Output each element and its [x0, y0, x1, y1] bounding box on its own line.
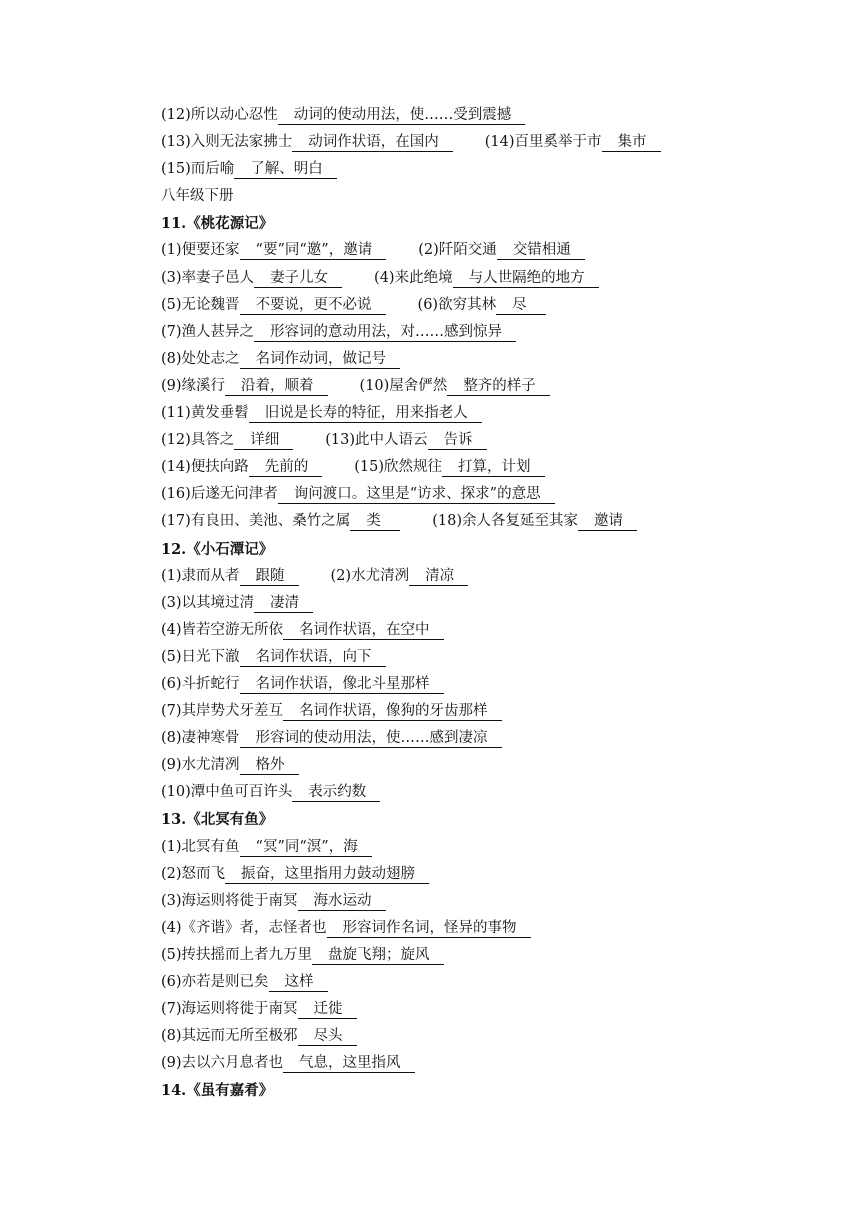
source-phrase: (4)来此绝境: [374, 269, 453, 286]
answer-blank: 名词作状语，向下: [240, 648, 386, 667]
source-phrase: (2)怒而飞: [161, 865, 226, 882]
note-item: [161, 752, 299, 779]
source-phrase: (14)百里奚举于市: [484, 134, 602, 151]
note-item: [161, 454, 322, 481]
note-line: [161, 617, 781, 644]
note-line: [161, 969, 781, 996]
note-item: [161, 508, 400, 535]
note-item: [354, 454, 544, 481]
note-item: [325, 427, 486, 454]
note-item: [161, 996, 357, 1023]
note-item: [161, 102, 525, 129]
answer-blank: 气息，这里指风: [283, 1054, 415, 1073]
answer-blank: 凄清: [254, 594, 313, 613]
answer-blank: 打算，计划: [442, 458, 545, 477]
grade-label: 八年级下册: [161, 188, 234, 205]
note-line: [161, 671, 781, 698]
note-line: [161, 915, 781, 942]
note-item: [161, 834, 372, 861]
note-item: [161, 969, 328, 996]
source-phrase: (5)无论魏晋: [161, 296, 240, 313]
answer-blank: 振奋，这里指用力鼓动翅膀: [225, 865, 429, 884]
answer-blank: 格外: [240, 756, 299, 775]
source-phrase: (7)其岸势犬牙差互: [161, 703, 284, 720]
source-phrase: (9)去以六月息者也: [161, 1055, 284, 1072]
note-item: [485, 129, 661, 156]
answer-blank: “冥”同“溟”，海: [240, 838, 372, 857]
source-phrase: (1)北冥有鱼: [161, 838, 240, 855]
source-phrase: (9)水尤清冽: [161, 757, 240, 774]
source-phrase: (6)亦若是则已矣: [161, 974, 269, 990]
answer-blank: 迁徙: [298, 1000, 357, 1019]
note-line: [161, 481, 781, 508]
section-heading: 12.《小石潭记》: [161, 540, 274, 558]
note-item: [161, 942, 444, 969]
answer-blank: 与人世隔绝的地方: [453, 269, 599, 288]
source-phrase: (11)黄发垂髫: [161, 405, 249, 422]
note-item: [161, 915, 531, 942]
source-phrase: (10)屋舍俨然: [359, 377, 448, 394]
note-item: [161, 346, 400, 373]
note-item: [161, 129, 453, 156]
answer-blank: “要”同“邀”，邀请: [240, 241, 387, 260]
note-item: [418, 292, 547, 319]
note-item: [161, 861, 429, 888]
source-phrase: (14)便扶向路: [161, 459, 249, 476]
source-phrase: (18)余人各复延至其家: [432, 513, 579, 530]
source-phrase: (3)海运则将徙于南冥: [161, 892, 298, 909]
note-item: [418, 237, 585, 264]
note-item: [161, 237, 386, 264]
answer-blank: 类: [350, 512, 400, 531]
answer-blank: 整齐的样子: [447, 377, 550, 396]
note-line: [161, 292, 781, 319]
note-item: [331, 563, 469, 590]
source-phrase: (8)其远而无所至极邪: [161, 1028, 298, 1045]
source-phrase: (12)所以动心忍性: [161, 107, 278, 123]
note-item: [161, 292, 386, 319]
note-line: [161, 508, 781, 535]
note-item: [161, 400, 482, 427]
answer-blank: 盘旋飞翔；旋风: [312, 946, 444, 965]
source-phrase: (5)日光下澈: [161, 648, 240, 665]
answer-blank: 动词的使动用法，使……受到震撼: [278, 106, 526, 125]
source-phrase: (2)阡陌交通: [418, 242, 497, 259]
answer-blank: 询问渡口。这里是“访求、探求”的意思: [278, 485, 555, 504]
section-heading: 14.《虽有嘉肴》: [161, 1082, 274, 1100]
source-phrase: (4)《齐谐》者，志怪者也: [161, 919, 327, 936]
note-item: [161, 617, 444, 644]
note-item: [161, 319, 516, 346]
answer-blank: 告诉: [428, 431, 487, 450]
note-line: [161, 346, 781, 373]
note-line: [161, 779, 781, 806]
note-item: [161, 156, 337, 183]
source-phrase: (13)入则无法家拂士: [161, 134, 293, 151]
note-item: [161, 563, 299, 590]
source-phrase: (6)欲穷其林: [417, 296, 497, 313]
note-line: [161, 996, 781, 1023]
source-phrase: (10)潭中鱼可百许头: [161, 784, 293, 801]
source-phrase: (1)隶而从者: [161, 567, 240, 584]
answer-blank: 旧说是长寿的特征，用来指老人: [249, 404, 482, 423]
note-line: [161, 129, 781, 156]
answer-blank: 名词作动词，做记号: [240, 350, 401, 369]
answer-blank: 名词作状语，像北斗星那样: [240, 675, 444, 694]
note-item: [360, 373, 550, 400]
answer-blank: 尽: [496, 296, 546, 315]
note-line: [161, 590, 781, 617]
note-line: [161, 454, 781, 481]
note-line: [161, 319, 781, 346]
source-phrase: (1)便要还家: [161, 242, 240, 259]
note-line: [161, 237, 781, 264]
answer-blank: 邀请: [578, 512, 637, 531]
note-line: [161, 725, 781, 752]
note-line: [161, 102, 781, 129]
note-line: [161, 373, 781, 400]
answer-blank: 清凉: [409, 567, 468, 586]
note-item: [161, 481, 555, 508]
note-item: [161, 1050, 415, 1077]
note-line: [161, 888, 781, 915]
note-line: [161, 400, 781, 427]
note-item: [161, 373, 328, 400]
source-phrase: (7)海运则将徙于南冥: [161, 1001, 298, 1018]
note-line: [161, 698, 781, 725]
answer-blank: 形容词作名词，怪异的事物: [327, 919, 531, 938]
answer-blank: 不要说，更不必说: [240, 296, 386, 315]
source-phrase: (3)以其境过清: [161, 594, 255, 611]
source-phrase: (13)此中人语云: [325, 432, 428, 449]
source-phrase: (8)凄神寒骨: [161, 730, 240, 747]
note-line: [161, 644, 781, 671]
note-item: [161, 698, 502, 725]
source-phrase: (7)渔人甚异之: [161, 323, 255, 340]
section-heading: 13.《北冥有鱼》: [161, 811, 274, 829]
answer-blank: 名词作状语，像狗的牙齿那样: [283, 702, 502, 721]
note-item: [161, 1023, 357, 1050]
answer-blank: 详细: [234, 431, 293, 450]
answer-blank: 沿着，顺着: [225, 377, 328, 396]
note-line: [161, 752, 781, 779]
answer-blank: 了解、明白: [234, 160, 337, 179]
section-heading: 11.《桃花源记》: [161, 215, 274, 233]
note-item: [161, 427, 293, 454]
answer-blank: 这样: [269, 973, 328, 992]
answer-blank: 名词作状语，在空中: [283, 621, 444, 640]
source-phrase: (12)具答之: [161, 432, 235, 449]
answer-blank: 先前的: [249, 458, 323, 477]
note-item: [374, 265, 599, 292]
answer-blank: 形容词的意动用法，对……感到惊异: [254, 323, 516, 342]
note-item: [161, 888, 386, 915]
note-line: [161, 861, 781, 888]
answer-blank: 形容词的使动用法，使……感到凄凉: [240, 729, 502, 748]
answer-blank: 表示约数: [292, 783, 380, 802]
source-phrase: (4)皆若空游无所依: [161, 621, 284, 638]
answer-blank: 跟随: [240, 567, 299, 586]
note-item: [432, 508, 637, 535]
answer-blank: 妻子儿女: [254, 269, 342, 288]
note-item: [161, 725, 502, 752]
vocabulary-notes: [161, 102, 781, 1104]
source-phrase: (15)欣然规往: [354, 459, 443, 476]
source-phrase: (16)后遂无问津者: [161, 486, 278, 503]
answer-blank: 交错相通: [497, 241, 585, 260]
source-phrase: (17)有良田、美池、桑竹之属: [161, 513, 351, 530]
note-item: [161, 590, 313, 617]
source-phrase: (6)斗折蛇行: [161, 675, 240, 692]
note-item: [161, 779, 380, 806]
note-item: [161, 671, 444, 698]
note-line: [161, 1023, 781, 1050]
answer-blank: 尽头: [298, 1027, 357, 1046]
answer-blank: 动词作状语，在国内: [292, 133, 453, 152]
note-line: [161, 1050, 781, 1077]
note-line: [161, 265, 781, 292]
source-phrase: (5)抟扶摇而上者九万里: [161, 946, 313, 963]
note-line: [161, 156, 781, 183]
answer-blank: 集市: [602, 133, 661, 152]
note-item: [161, 265, 342, 292]
note-line: [161, 942, 781, 969]
source-phrase: (8)处处志之: [161, 350, 240, 367]
source-phrase: (15)而后喻: [161, 161, 235, 178]
note-line: [161, 427, 781, 454]
note-line: [161, 834, 781, 861]
answer-blank: 海水运动: [298, 892, 386, 911]
note-line: [161, 563, 781, 590]
source-phrase: (3)率妻子邑人: [161, 269, 255, 286]
source-phrase: (9)缘溪行: [161, 377, 226, 394]
note-item: [161, 644, 386, 671]
source-phrase: (2)水尤清冽: [330, 567, 410, 584]
